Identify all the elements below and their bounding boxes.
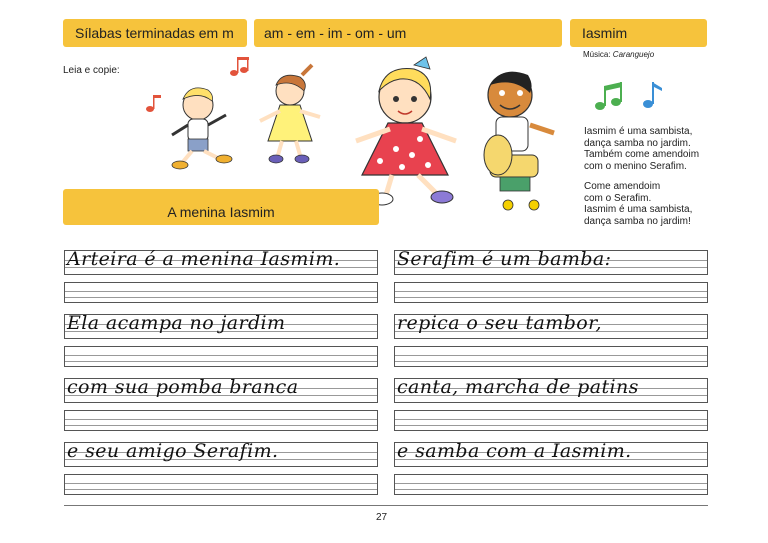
writing-line[interactable] [394,474,708,495]
song-credit [583,50,654,59]
lyric-line: com o menino Serafim. [584,160,687,172]
writing-line[interactable] [394,410,708,431]
syllables-banner [254,19,562,47]
page-number: 27 [376,512,388,523]
syllables-text: am - em - im - om - um [264,25,407,41]
lyrics-stanza-1 [584,126,699,172]
lyric-line: dança samba no jardim. [584,137,691,149]
writing-line[interactable] [394,282,708,303]
lyric-line: Iasmim é uma sambista, [584,126,693,137]
drummer-boy-figure [484,72,554,210]
model-text: repica o seu tambor, [397,312,602,334]
model-text: Arteira é a menina Iasmim. [67,248,341,270]
girl-yellow-dress-figure [260,65,320,163]
model-text: e samba com a Iasmim. [397,440,632,462]
music-notes-icon [592,78,672,114]
girl-red-dress-figure [356,57,456,205]
writing-line[interactable] [64,410,378,431]
writing-line[interactable] [64,474,378,495]
footer-divider [64,505,708,506]
song-title-text: Iasmim [582,25,628,41]
story-title-banner [63,189,379,225]
lyric-line: Come amendoim [584,181,661,192]
model-text: Ela acampa no jardim [67,312,286,334]
lyric-line: Também come amendoim [584,149,700,161]
model-text: Serafim é um bamba: [397,248,612,270]
model-text: canta, marcha de patins [397,376,639,398]
title-banner [63,19,247,47]
model-text: com sua pomba branca [67,376,299,398]
credit-song: Caranguejo [612,50,655,59]
writing-line[interactable] [394,346,708,367]
story-title-text: A menina Iasmim [167,204,275,220]
song-title-banner [570,19,707,47]
credit-label: Música: [583,50,611,59]
title-text: Sílabas terminadas em m [75,25,234,41]
blond-boy-figure [172,88,232,169]
model-text: e seu amigo Serafim. [67,440,279,462]
lyric-line: Iasmim é uma sambista, [584,204,693,216]
writing-line[interactable] [64,346,378,367]
instruction-text: Leia e copie: [63,65,120,76]
lyrics-stanza-2 [584,181,692,227]
lyric-line: dança samba no jardim! [584,215,691,227]
lyric-line: com o Serafim. [584,192,652,204]
writing-line[interactable] [64,282,378,303]
